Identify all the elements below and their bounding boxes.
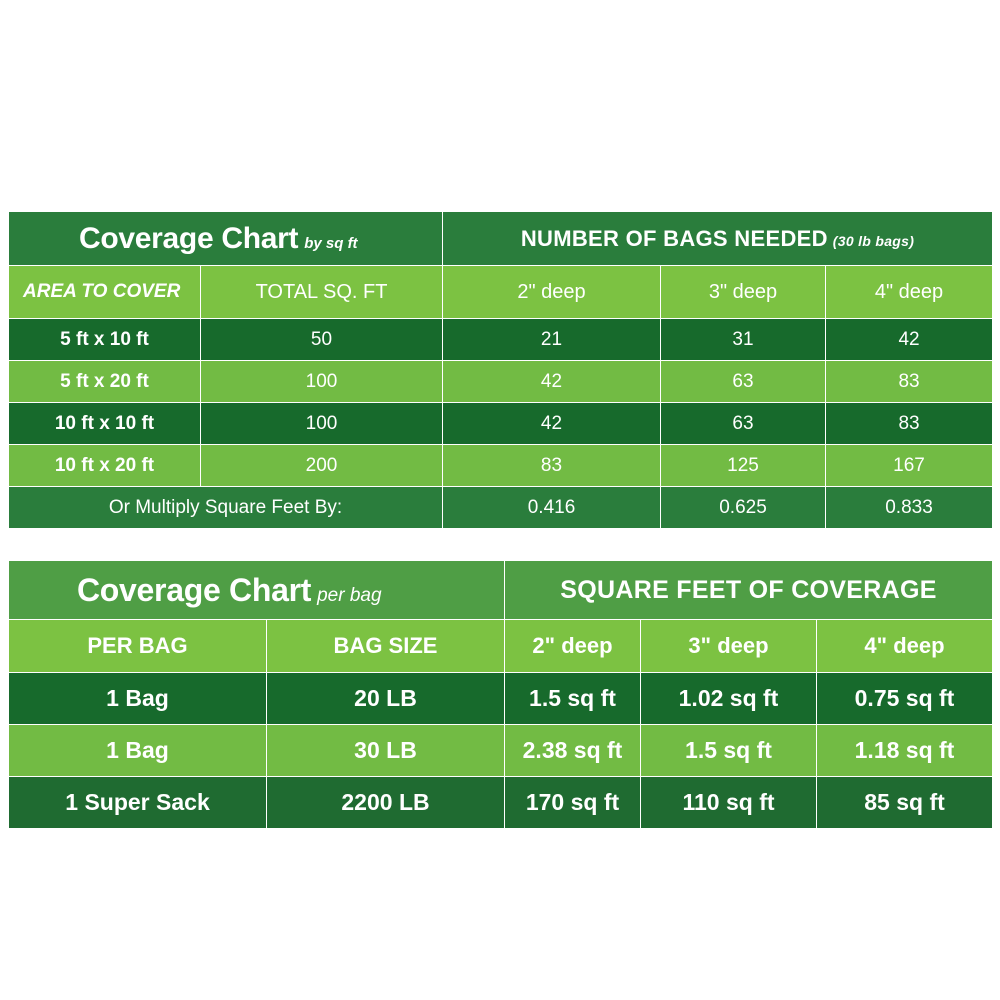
chart2-col-header-4in: 4" deep — [817, 620, 993, 673]
chart2-title: Coverage Chart — [77, 571, 312, 608]
chart1-col-header-total: TOTAL SQ. FT — [201, 266, 443, 319]
coverage-chart-by-sqft-table — [8, 211, 993, 529]
chart2-r1-perbag: 1 Bag — [9, 725, 267, 777]
chart1-r1-total: 100 — [201, 361, 443, 403]
chart2-r1-3in: 1.5 sq ft — [641, 725, 817, 777]
chart1-col-header-area: AREA TO COVER — [9, 266, 201, 319]
chart1-r1-2in: 42 — [443, 361, 661, 403]
chart1-r3-2in: 83 — [443, 445, 661, 487]
chart1-r2-2in: 42 — [443, 403, 661, 445]
chart2-r2-4in: 85 sq ft — [817, 777, 993, 829]
chart2-r1-4in: 1.18 sq ft — [817, 725, 993, 777]
chart1-footer-label: Or Multiply Square Feet By: — [9, 487, 443, 529]
chart2-r2-2in: 170 sq ft — [505, 777, 641, 829]
chart1-col-header-3in: 3" deep — [661, 266, 826, 319]
chart1-r1-4in: 83 — [826, 361, 993, 403]
chart1-r1-3in: 63 — [661, 361, 826, 403]
chart1-subtitle: by sq ft — [304, 234, 358, 252]
chart1-footer-4in: 0.833 — [826, 487, 993, 529]
chart2-col-header-bagsize: BAG SIZE — [267, 620, 505, 673]
chart1-r2-3in: 63 — [661, 403, 826, 445]
table-row — [9, 319, 993, 361]
chart1-r3-total: 200 — [201, 445, 443, 487]
table-row — [9, 777, 993, 829]
chart2-r1-bagsize: 30 LB — [267, 725, 505, 777]
chart1-col-header-4in: 4" deep — [826, 266, 993, 319]
chart2-r2-3in: 110 sq ft — [641, 777, 817, 829]
chart1-r0-4in: 42 — [826, 319, 993, 361]
chart1-group-header: NUMBER OF BAGS NEEDED — [520, 225, 828, 251]
chart2-r0-perbag: 1 Bag — [9, 673, 267, 725]
table-header-row — [9, 620, 993, 673]
chart2-r0-2in: 1.5 sq ft — [505, 673, 641, 725]
chart2-r0-bagsize: 20 LB — [267, 673, 505, 725]
table-title-row — [9, 561, 993, 620]
table-row — [9, 361, 993, 403]
table-row — [9, 403, 993, 445]
chart2-group-header: SQUARE FEET OF COVERAGE — [505, 561, 993, 620]
chart1-r3-4in: 167 — [826, 445, 993, 487]
cell-text: 5 ft x 10 ft — [60, 328, 149, 350]
table-row — [9, 673, 993, 725]
chart1-group-header-cell — [443, 212, 993, 266]
chart2-col-header-2in: 2" deep — [505, 620, 641, 673]
chart1-footer-3in: 0.625 — [661, 487, 826, 529]
chart1-r2-area — [9, 403, 201, 445]
cell-text: 10 ft x 10 ft — [54, 412, 155, 434]
chart1-r0-2in: 21 — [443, 319, 661, 361]
chart2-subtitle: per bag — [317, 584, 382, 606]
chart1-col-header-2in: 2" deep — [443, 266, 661, 319]
chart1-r3-area — [9, 445, 201, 487]
chart2-r1-2in: 2.38 sq ft — [505, 725, 641, 777]
cell-text: 5 ft x 20 ft — [60, 370, 149, 392]
coverage-chart-per-bag-table — [8, 560, 993, 829]
chart1-r0-area — [9, 319, 201, 361]
chart1-r2-4in: 83 — [826, 403, 993, 445]
chart1-r1-area — [9, 361, 201, 403]
cell-text: 10 ft x 20 ft — [54, 454, 155, 476]
chart2-r2-bagsize: 2200 LB — [267, 777, 505, 829]
chart1-r0-3in: 31 — [661, 319, 826, 361]
chart2-title-cell — [9, 561, 505, 620]
table-footer-row — [9, 487, 993, 529]
chart2-r2-perbag: 1 Super Sack — [9, 777, 267, 829]
chart1-footer-2in: 0.416 — [443, 487, 661, 529]
table-header-row — [9, 266, 993, 319]
table-row — [9, 725, 993, 777]
chart1-title: Coverage Chart — [79, 221, 299, 255]
table-row — [9, 445, 993, 487]
chart2-r0-3in: 1.02 sq ft — [641, 673, 817, 725]
chart1-r3-3in: 125 — [661, 445, 826, 487]
chart1-r0-total: 50 — [201, 319, 443, 361]
chart2-col-header-perbag: PER BAG — [9, 620, 267, 673]
table-title-row — [9, 212, 993, 266]
chart1-group-header-note: (30 lb bags) — [832, 232, 915, 249]
chart2-col-header-3in: 3" deep — [641, 620, 817, 673]
chart2-r0-4in: 0.75 sq ft — [817, 673, 993, 725]
chart1-title-cell — [9, 212, 443, 266]
chart1-r2-total: 100 — [201, 403, 443, 445]
